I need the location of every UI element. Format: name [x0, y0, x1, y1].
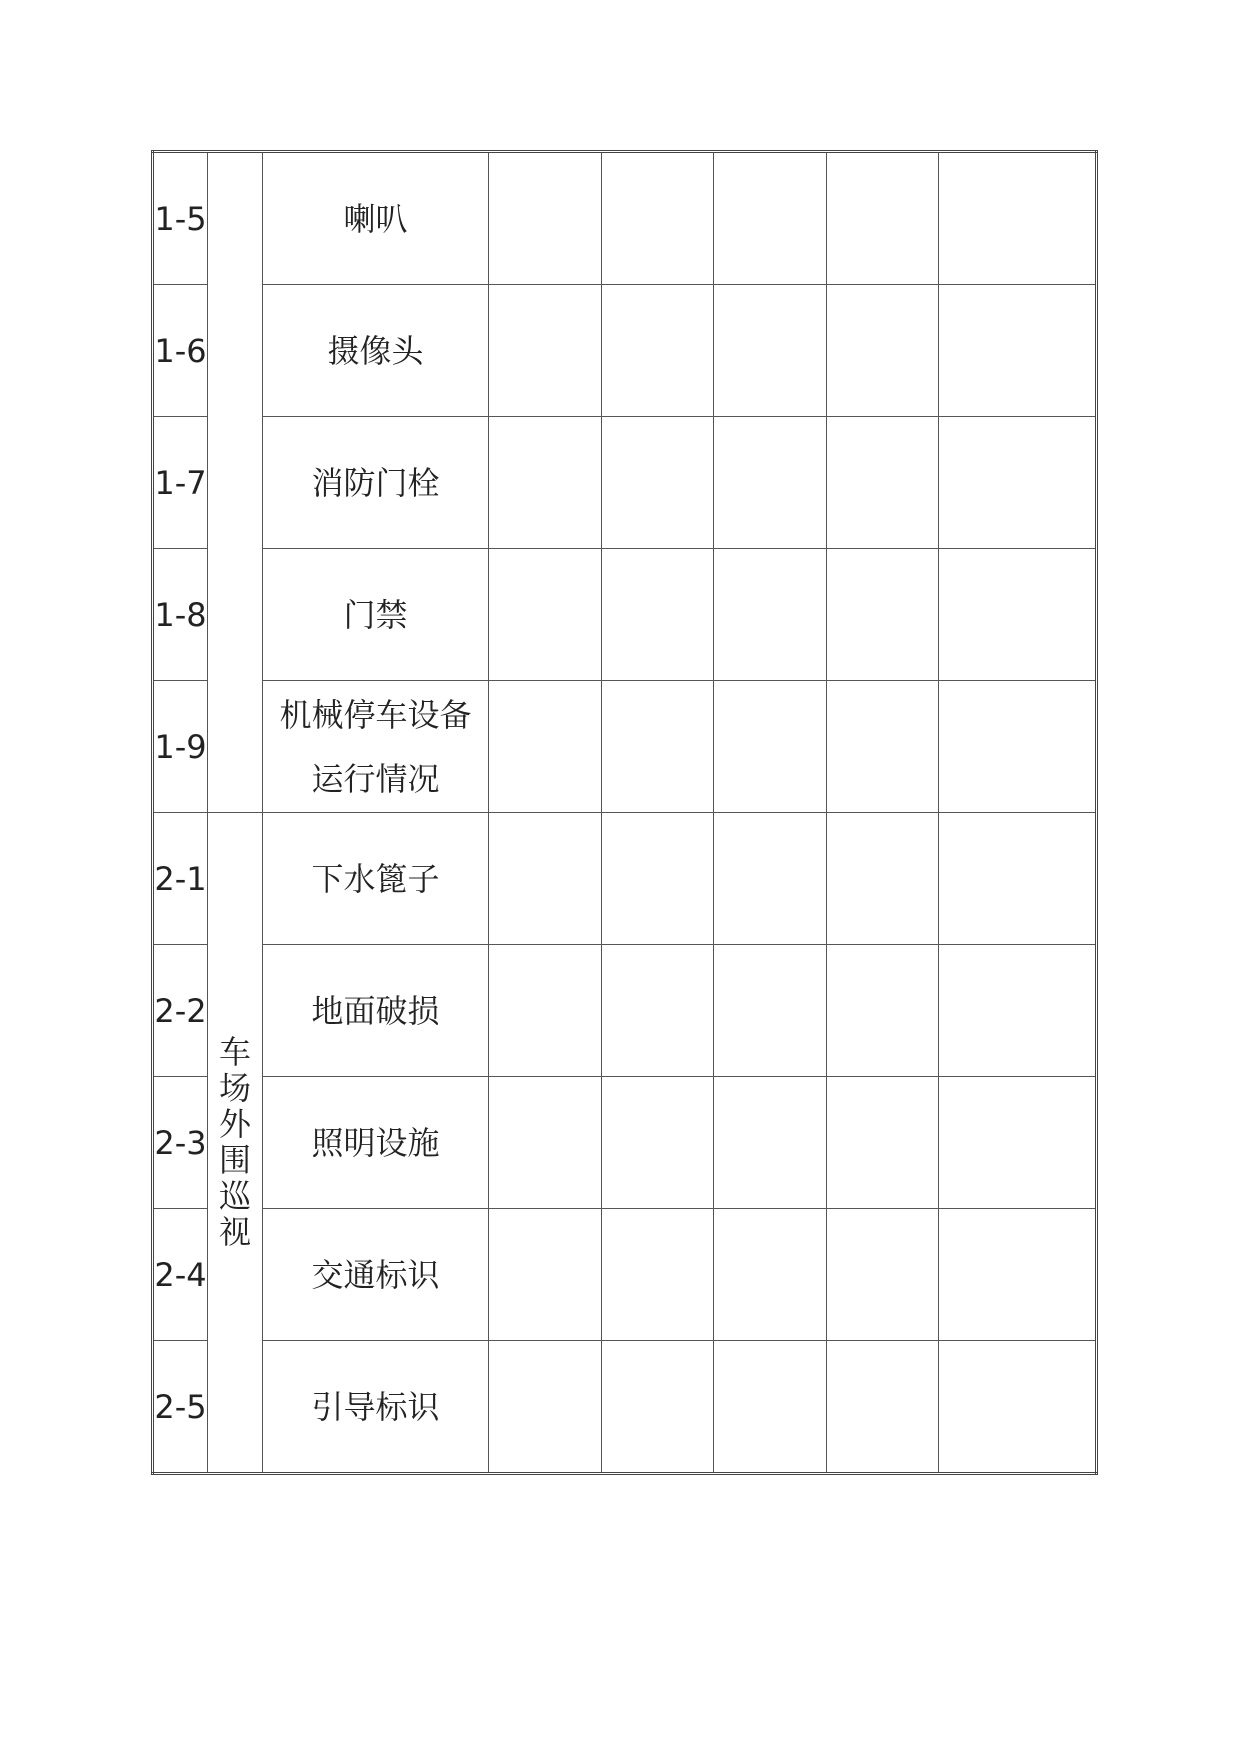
blank-cell[interactable] [827, 417, 939, 549]
blank-cell[interactable] [489, 1077, 602, 1209]
category-label: 车场外围巡视 [219, 1033, 252, 1251]
item-name: 消防门栓 [263, 417, 489, 549]
blank-cell[interactable] [827, 813, 939, 945]
table-row [153, 945, 1097, 1077]
table-row [153, 1341, 1097, 1474]
item-name: 交通标识 [263, 1209, 489, 1341]
table-row [153, 1209, 1097, 1341]
table-row [153, 681, 1097, 813]
table-row [153, 549, 1097, 681]
blank-cell[interactable] [714, 549, 827, 681]
item-name: 照明设施 [263, 1077, 489, 1209]
item-name: 门禁 [263, 549, 489, 681]
item-name: 引导标识 [263, 1341, 489, 1474]
row-number: 1-9 [153, 681, 208, 813]
blank-cell[interactable] [939, 681, 1097, 813]
table-row [153, 1077, 1097, 1209]
row-number: 1-8 [153, 549, 208, 681]
inspection-table [151, 150, 1098, 1475]
blank-cell[interactable] [939, 1209, 1097, 1341]
blank-cell[interactable] [602, 681, 714, 813]
blank-cell[interactable] [714, 285, 827, 417]
blank-cell[interactable] [827, 945, 939, 1077]
blank-cell[interactable] [827, 1077, 939, 1209]
blank-cell[interactable] [939, 1341, 1097, 1474]
blank-cell[interactable] [602, 1077, 714, 1209]
category-cell [208, 152, 263, 813]
blank-cell[interactable] [939, 285, 1097, 417]
blank-cell[interactable] [714, 813, 827, 945]
blank-cell[interactable] [489, 417, 602, 549]
table-row [153, 417, 1097, 549]
blank-cell[interactable] [827, 681, 939, 813]
blank-cell[interactable] [489, 945, 602, 1077]
blank-cell[interactable] [602, 549, 714, 681]
row-number: 2-1 [153, 813, 208, 945]
blank-cell[interactable] [602, 813, 714, 945]
row-number: 1-5 [153, 152, 208, 285]
blank-cell[interactable] [714, 1209, 827, 1341]
row-number: 2-2 [153, 945, 208, 1077]
blank-cell[interactable] [714, 1077, 827, 1209]
blank-cell[interactable] [939, 417, 1097, 549]
blank-cell[interactable] [714, 417, 827, 549]
blank-cell[interactable] [489, 549, 602, 681]
item-name: 喇叭 [263, 152, 489, 285]
category-cell [208, 813, 263, 1474]
blank-cell[interactable] [714, 152, 827, 285]
blank-cell[interactable] [714, 681, 827, 813]
blank-cell[interactable] [939, 549, 1097, 681]
blank-cell[interactable] [827, 1341, 939, 1474]
blank-cell[interactable] [489, 285, 602, 417]
row-number: 2-4 [153, 1209, 208, 1341]
blank-cell[interactable] [939, 945, 1097, 1077]
blank-cell[interactable] [489, 1341, 602, 1474]
row-number: 1-7 [153, 417, 208, 549]
blank-cell[interactable] [827, 285, 939, 417]
blank-cell[interactable] [827, 1209, 939, 1341]
blank-cell[interactable] [939, 813, 1097, 945]
item-name: 机械停车设备 运行情况 [263, 681, 489, 813]
blank-cell[interactable] [939, 152, 1097, 285]
item-name: 摄像头 [263, 285, 489, 417]
blank-cell[interactable] [602, 1341, 714, 1474]
blank-cell[interactable] [827, 549, 939, 681]
blank-cell[interactable] [489, 813, 602, 945]
blank-cell[interactable] [602, 285, 714, 417]
table-row [153, 152, 1097, 285]
blank-cell[interactable] [489, 681, 602, 813]
blank-cell[interactable] [714, 1341, 827, 1474]
blank-cell[interactable] [602, 152, 714, 285]
item-name: 下水篦子 [263, 813, 489, 945]
blank-cell[interactable] [602, 1209, 714, 1341]
blank-cell[interactable] [939, 1077, 1097, 1209]
blank-cell[interactable] [602, 945, 714, 1077]
row-number: 2-3 [153, 1077, 208, 1209]
row-number: 1-6 [153, 285, 208, 417]
row-number: 2-5 [153, 1341, 208, 1474]
blank-cell[interactable] [602, 417, 714, 549]
blank-cell[interactable] [714, 945, 827, 1077]
table-row [153, 813, 1097, 945]
blank-cell[interactable] [489, 152, 602, 285]
table-row [153, 285, 1097, 417]
blank-cell[interactable] [827, 152, 939, 285]
blank-cell[interactable] [489, 1209, 602, 1341]
item-name: 地面破损 [263, 945, 489, 1077]
